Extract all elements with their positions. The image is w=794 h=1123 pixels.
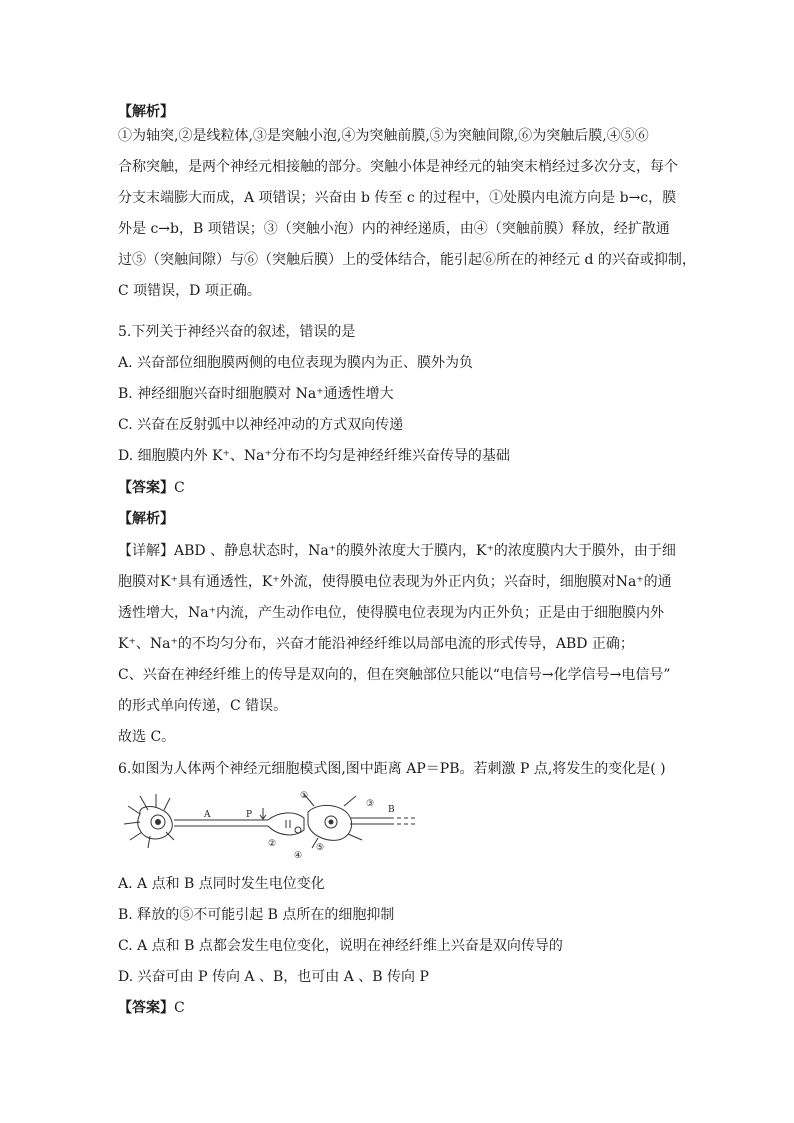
label-a: A [204, 810, 211, 820]
answer-value: C [174, 480, 185, 496]
question-6-option-a: A. A 点和 B 点同时发生电位变化 [118, 876, 325, 892]
question-5-option-d: D. 细胞膜内外 K⁺、Na⁺分布不均匀是神经纤维兴奋传导的基础 [118, 448, 510, 464]
analysis-header: 【解析】 [118, 104, 174, 120]
question-5-option-c: C. 兴奋在反射弧中以神经冲动的方式双向传递 [118, 417, 404, 433]
text-line: 透性增大，Na⁺内流，产生动作电位，使得膜电位表现为内正外负；正是由于细胞膜内外 [118, 605, 664, 621]
label-2: ② [268, 839, 277, 849]
question-6-option-d: D. 兴奋可由 P 传向 A 、B，也可由 A 、B 传向 P [118, 969, 429, 985]
neuron-diagram [118, 784, 418, 862]
text-line: C 项错误，D 项正确。 [118, 283, 261, 299]
question-6-answer [118, 998, 185, 1018]
text-line: ①为轴突,②是线粒体,③是突触小泡,④为突触前膜,⑤为突触间隙,⑥为突触后膜,④⑤⑥ [118, 128, 649, 144]
question-6-stem: 6.如图为人体两个神经元细胞模式图,图中距离 AP＝PB。若刺激 P 点,将发生的变化是( ) [118, 761, 666, 777]
answer-label: 【答案】 [118, 480, 174, 496]
text-line: 合称突触，是两个神经元相接触的部分。突触小体是神经元的轴突末梢经过多次分支，每个 [118, 159, 678, 175]
question-5-option-a: A. 兴奋部位细胞膜两侧的电位表现为膜内为正、膜外为负 [118, 355, 474, 371]
label-b: B [388, 805, 395, 815]
question-5-answer [118, 478, 185, 498]
label-4: ④ [294, 851, 303, 861]
text-line: 故选 C。 [118, 729, 176, 745]
question-5-detail [118, 536, 678, 753]
label-3: ③ [366, 799, 375, 809]
label-p: P [246, 810, 253, 820]
label-5: ⑤ [316, 843, 325, 853]
text-line: 【详解】ABD 、静息状态时，Na⁺的膜外浓度大于膜内，K⁺的浓度膜内大于膜外，由于细 [118, 543, 676, 559]
text-line: 胞膜对K⁺具有通透性，K⁺外流，使得膜电位表现为外正内负；兴奋时，细胞膜对Na⁺的通 [118, 574, 672, 590]
question-5-stem: 5.下列关于神经兴奋的叙述，错误的是 [118, 324, 356, 340]
text-line: 外是 c→b，B 项错误；③（突触小泡）内的神经递质，由④（突触前膜）释放，经扩散通 [118, 221, 670, 237]
question-5-option-b: B. 神经细胞兴奋时细胞膜对 Na⁺通透性增大 [118, 386, 394, 402]
question-6-option-c: C. A 点和 B 点都会发生电位变化，说明在神经纤维上兴奋是双向传导的 [118, 938, 563, 954]
answer-value: C [174, 1000, 185, 1016]
text-line: 分支末端膨大而成，A 项错误；兴奋由 b 传至 c 的过程中，①处膜内电流方向是 b→c，膜 [118, 190, 677, 206]
text-line: 的形式单向传递，C 错误。 [118, 698, 288, 714]
question-5-analysis-header: 【解析】 [118, 511, 174, 527]
text-line: 过⑤（突触间隙）与⑥（突触后膜）上的受体结合，能引起⑥所在的神经元 d 的兴奋或抑制， [118, 252, 696, 268]
answer-label: 【答案】 [118, 1000, 174, 1016]
text-line: C、兴奋在神经纤维上的传导是双向的，但在突触部位只能以“电信号→化学信号→电信号” [118, 667, 671, 683]
question-6-option-b: B. 释放的⑤不可能引起 B 点所在的细胞抑制 [118, 907, 395, 923]
analysis-paragraph [118, 121, 696, 307]
text-line: K⁺、Na⁺的不均匀分布，兴奋才能沿神经纤维以局部电流的形式传导，ABD 正确； [118, 636, 634, 652]
label-1: ① [300, 791, 309, 801]
